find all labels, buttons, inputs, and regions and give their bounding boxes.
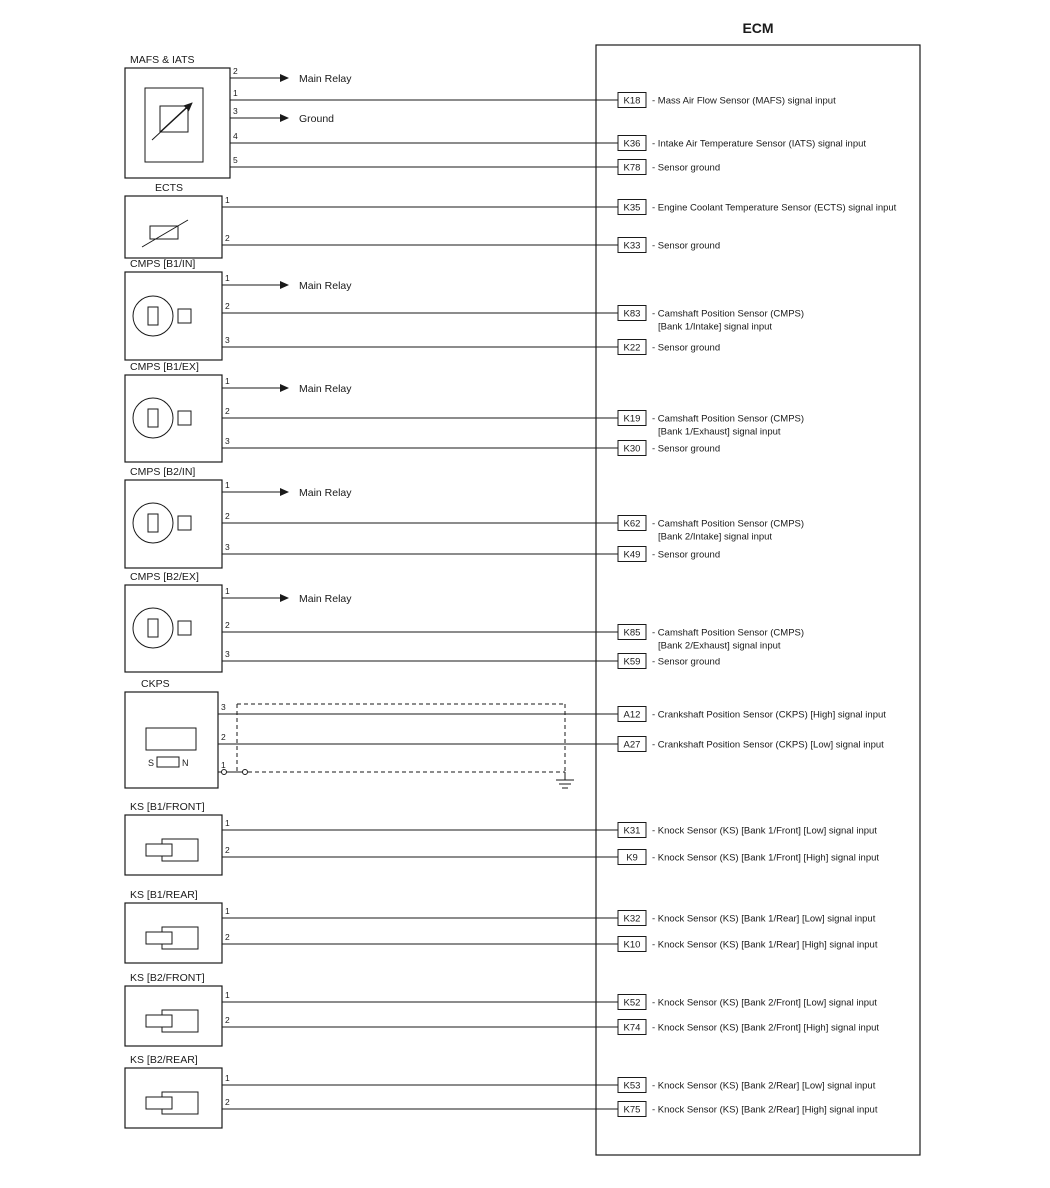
- pin-desc: - Sensor ground: [652, 342, 721, 354]
- pin-desc: - Engine Coolant Temperature Sensor (ECTS) signal input: [652, 202, 897, 214]
- ecm-pin-row-k78: [230, 160, 720, 175]
- pin-id: K19: [623, 413, 641, 425]
- cmps-sensor-circle: [133, 608, 173, 648]
- pin-number: 2: [225, 845, 230, 855]
- ecm-pin-row-k74: [222, 1020, 879, 1035]
- connector-box: [125, 903, 222, 963]
- connector-ks-b1-front: [125, 801, 230, 875]
- ecm-pin-row-k33: [222, 238, 720, 253]
- pin-desc-line2: [Bank 2/Exhaust] signal input: [658, 640, 781, 652]
- pin-number: 1: [225, 990, 230, 1000]
- pin-number: 2: [225, 1015, 230, 1025]
- connector-ks-b1-rear: [125, 889, 230, 963]
- magnet-s-label: S: [148, 758, 155, 768]
- ckps-element-box: [146, 728, 196, 750]
- pin-id: K9: [626, 852, 638, 864]
- pin-desc: - Knock Sensor (KS) [Bank 2/Front] [High] signal input: [652, 1022, 880, 1034]
- cmps-sensor-core: [148, 409, 158, 427]
- pin-desc: - Crankshaft Position Sensor (CKPS) [High] signal input: [652, 709, 886, 721]
- cmps-sensor-tab: [178, 516, 191, 530]
- pin-desc: - Camshaft Position Sensor (CMPS): [652, 413, 805, 425]
- maf-element-arrow: [152, 103, 192, 140]
- ecm-pin-row-k83: [222, 306, 804, 333]
- ecm-pin-row-k85: [222, 625, 804, 652]
- connector-label: CMPS [B2/IN]: [130, 466, 196, 478]
- pin-desc: - Sensor ground: [652, 656, 721, 668]
- cmps-sensor-core: [148, 619, 158, 637]
- pin-id: K31: [623, 825, 641, 837]
- ecm-pin-row-k22: [222, 340, 720, 355]
- connector-label: KS [B1/REAR]: [130, 889, 198, 901]
- pin-number: 2: [233, 66, 238, 76]
- pin-id: K10: [623, 939, 641, 951]
- pin-desc-line2: [Bank 1/Intake] signal input: [658, 321, 773, 333]
- pin-desc-line2: [Bank 1/Exhaust] signal input: [658, 426, 781, 438]
- pin-desc: - Knock Sensor (KS) [Bank 1/Front] [Low] signal input: [652, 825, 877, 837]
- ecm-pin-row-k19: [222, 411, 804, 438]
- ecm-pin-row-k75: [222, 1102, 878, 1117]
- pin-number: 2: [225, 932, 230, 942]
- cmps-sensor-circle: [133, 398, 173, 438]
- pin-number: 2: [225, 301, 230, 311]
- connector-box: [125, 1068, 222, 1128]
- pin-number: 2: [225, 233, 230, 243]
- knock-sensor-plug: [146, 1097, 172, 1109]
- pin-number: 3: [221, 702, 226, 712]
- pin-desc: - Knock Sensor (KS) [Bank 2/Rear] [Low] signal input: [652, 1080, 876, 1092]
- ecm-pin-row-k9: [222, 850, 879, 865]
- cmps-sensor-circle: [133, 296, 173, 336]
- pin-id: A12: [623, 709, 641, 721]
- pin-number: 3: [233, 106, 238, 116]
- connector-ks-b2-rear: [125, 1054, 230, 1128]
- connector-label: KS [B1/FRONT]: [130, 801, 205, 813]
- pin-number: 1: [225, 273, 230, 283]
- pin-number: 1: [233, 88, 238, 98]
- connector-cmps-b1-in: [125, 258, 352, 360]
- main-relay-label: Main Relay: [299, 383, 352, 395]
- pin-desc: - Sensor ground: [652, 549, 721, 561]
- shield-terminal: [243, 770, 248, 775]
- pin-id: K32: [623, 913, 641, 925]
- cmps-sensor-core: [148, 514, 158, 532]
- main-relay-label: Main Relay: [299, 593, 352, 605]
- pin-number: 1: [225, 376, 230, 386]
- pin-number: 2: [225, 620, 230, 630]
- connector-ckps: [125, 678, 574, 788]
- pin-desc: - Sensor ground: [652, 162, 721, 174]
- ecm-pin-row-a27: [218, 737, 884, 752]
- cmps-sensor-tab: [178, 411, 191, 425]
- pin-id: K36: [623, 138, 641, 150]
- ecm-pin-row-k32: [222, 911, 876, 926]
- pin-id: K75: [623, 1104, 641, 1116]
- pin-number: 3: [225, 436, 230, 446]
- connector-box: [125, 375, 222, 462]
- pin-number: 1: [225, 586, 230, 596]
- pin-id: K52: [623, 997, 641, 1009]
- pin-id: K78: [623, 162, 641, 174]
- connector-ects: [125, 182, 230, 258]
- pin-desc: - Crankshaft Position Sensor (CKPS) [Low] signal input: [652, 739, 884, 751]
- pin-id: K22: [623, 342, 641, 354]
- pin-id: K62: [623, 518, 641, 530]
- pin-id: K83: [623, 308, 641, 320]
- ecm-pin-row-a12: [218, 707, 886, 722]
- pin-desc: - Knock Sensor (KS) [Bank 2/Front] [Low] signal input: [652, 997, 877, 1009]
- connector-cmps-b1-ex: [125, 361, 352, 462]
- cmps-sensor-tab: [178, 621, 191, 635]
- cmps-sensor-core: [148, 307, 158, 325]
- shield-terminal: [222, 770, 227, 775]
- ecm-pin-row-k49: [222, 547, 720, 562]
- connector-box: [125, 986, 222, 1046]
- pin-number: 2: [225, 511, 230, 521]
- ecm-pin-row-k35: [222, 200, 897, 215]
- pin-desc: - Sensor ground: [652, 443, 721, 455]
- pin-desc: - Knock Sensor (KS) [Bank 1/Rear] [High] signal input: [652, 939, 878, 951]
- knock-sensor-plug: [146, 932, 172, 944]
- pin-number: 1: [225, 906, 230, 916]
- connector-label: CMPS [B1/IN]: [130, 258, 196, 270]
- pin-desc-line2: [Bank 2/Intake] signal input: [658, 531, 773, 543]
- connector-label: CKPS: [141, 678, 170, 690]
- sensor-inner-box: [145, 88, 203, 162]
- pin-number: 1: [225, 818, 230, 828]
- ecm-pin-row-k36: [230, 136, 866, 151]
- pin-desc: - Knock Sensor (KS) [Bank 1/Rear] [Low] signal input: [652, 913, 876, 925]
- pin-number: 3: [225, 649, 230, 659]
- cmps-sensor-circle: [133, 503, 173, 543]
- pin-desc: - Camshaft Position Sensor (CMPS): [652, 518, 805, 530]
- knock-sensor-plug: [146, 1015, 172, 1027]
- connector-mafs-iats: [125, 54, 352, 178]
- main-relay-label: Main Relay: [299, 280, 352, 292]
- pin-id: K53: [623, 1080, 641, 1092]
- pin-desc: - Knock Sensor (KS) [Bank 1/Front] [High] signal input: [652, 852, 880, 864]
- knock-sensor-plug: [146, 844, 172, 856]
- pin-id: K35: [623, 202, 641, 214]
- magnet-n-label: N: [182, 758, 189, 768]
- ecm-title: ECM: [742, 20, 774, 36]
- pin-id: K49: [623, 549, 641, 561]
- ecm-pin-row-k31: [222, 823, 877, 838]
- pin-id: K30: [623, 443, 641, 455]
- pin-number: 2: [225, 1097, 230, 1107]
- pin-number: 1: [225, 195, 230, 205]
- ecm-pin-row-k18: [230, 93, 836, 108]
- pin-number: 3: [225, 542, 230, 552]
- connector-label: CMPS [B1/EX]: [130, 361, 199, 373]
- pin-number: 2: [225, 406, 230, 416]
- pin-number: 3: [225, 335, 230, 345]
- connector-box: [125, 480, 222, 568]
- pin-desc: - Camshaft Position Sensor (CMPS): [652, 308, 805, 320]
- thermistor-diagonal: [142, 220, 188, 247]
- pin-desc: - Intake Air Temperature Sensor (IATS) signal input: [652, 138, 867, 150]
- connector-label: CMPS [B2/EX]: [130, 571, 199, 583]
- pin-number: 1: [225, 480, 230, 490]
- ecm-pin-row-k62: [222, 516, 804, 543]
- connector-cmps-b2-ex: [125, 571, 352, 672]
- ecm-pin-row-k30: [222, 441, 720, 456]
- pin-desc: - Knock Sensor (KS) [Bank 2/Rear] [High] signal input: [652, 1104, 878, 1116]
- pin-id: K85: [623, 627, 641, 639]
- pin-id: K33: [623, 240, 641, 252]
- ecm-pin-row-k59: [222, 654, 720, 669]
- pin-id: K74: [623, 1022, 641, 1034]
- ecm-pin-row-k52: [222, 995, 877, 1010]
- connector-label: KS [B2/FRONT]: [130, 972, 205, 984]
- magnet-box: [157, 757, 179, 767]
- pin-number: 1: [221, 760, 226, 770]
- connector-cmps-b2-in: [125, 466, 352, 568]
- cmps-sensor-tab: [178, 309, 191, 323]
- ecm-pin-row-k53: [222, 1078, 876, 1093]
- pin-id: A27: [623, 739, 641, 751]
- main-relay-label: Main Relay: [299, 73, 352, 85]
- connector-label: KS [B2/REAR]: [130, 1054, 198, 1066]
- connector-ks-b2-front: [125, 972, 230, 1046]
- pin-desc: - Mass Air Flow Sensor (MAFS) signal input: [652, 95, 836, 107]
- pin-number: 1: [225, 1073, 230, 1083]
- pin-id: K59: [623, 656, 641, 668]
- connector-box: [125, 196, 222, 258]
- ecm-pin-row-k10: [222, 937, 878, 952]
- connector-box: [125, 692, 218, 788]
- pin-desc: - Camshaft Position Sensor (CMPS): [652, 627, 805, 639]
- connector-label: ECTS: [155, 182, 184, 194]
- connector-box: [125, 815, 222, 875]
- pin-desc: - Sensor ground: [652, 240, 721, 252]
- pin-number: 2: [221, 732, 226, 742]
- ground-label: Ground: [299, 113, 335, 125]
- pin-number: 4: [233, 131, 238, 141]
- connector-label: MAFS & IATS: [130, 54, 195, 66]
- pin-number: 5: [233, 155, 238, 165]
- main-relay-label: Main Relay: [299, 487, 352, 499]
- connector-box: [125, 585, 222, 672]
- pin-id: K18: [623, 95, 641, 107]
